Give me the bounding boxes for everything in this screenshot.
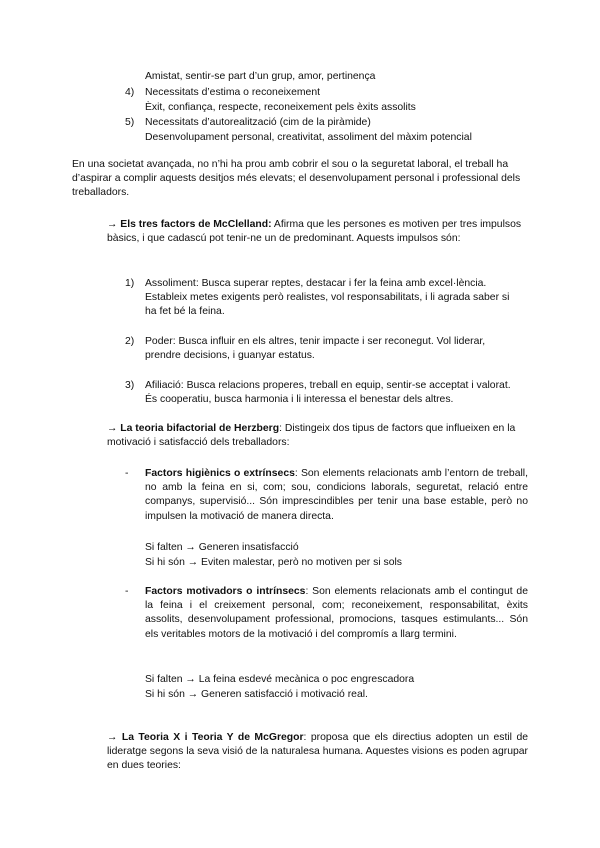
herzberg-title: La teoria bifactorial de Herzberg — [120, 423, 280, 434]
motivators-if-present: Si hi són → Generen satisfacció i motivació real. — [145, 689, 368, 700]
motivators-text: : Son elements relacionats amb el contingut de la feina i el creixement personal, com; reconeixement, responsabilitat, èxits assolits, desenvolupament professional, promocions, tasques estimulants... Són els veritables motors de la motivació i del compromís a llarg termini. — [145, 586, 528, 640]
mcgregor-paragraph — [107, 731, 528, 774]
list-item-4-number: 4) — [125, 87, 135, 98]
hygiene-title: Factors higiènics o extrínsecs — [145, 468, 295, 479]
mcgregor-title: La Teoria X i Teoria Y de McGregor — [121, 732, 304, 743]
list-item-3-detail: Amistat, sentir-se part d’un grup, amor, pertinença — [145, 71, 376, 82]
mcclelland-paragraph — [107, 218, 527, 246]
arrow-icon: → — [107, 219, 118, 230]
list-item-4-detail: Èxit, confiança, respecte, reconeixement pels èxits assolits — [145, 102, 416, 113]
hygiene-factors-paragraph — [145, 467, 528, 524]
intro-paragraph: En una societat avançada, no n’hi ha prou amb cobrir el sou o la seguretat laboral, el treball ha d’aspirar a complir aquests desitjos més elevats; el desenvolupament personal i professional dels treballadors. — [72, 159, 521, 199]
mcclelland-item-3-text: Afiliació: Busca relacions properes, treball en equip, sentir-se acceptat i valorat. És cooperatiu, busca harmonia i li interessa el benestar dels altres. — [145, 380, 511, 406]
motivators-title: Factors motivadors o intrínsecs — [145, 586, 306, 597]
bullet-dash: - — [125, 586, 129, 597]
mcclelland-text: Afirma que les persones es motiven per tres impulsos bàsics, i que cadascú pot tenir-ne un de predominant. Aquests impulsos són: — [107, 219, 522, 245]
arrow-icon: → — [107, 423, 118, 434]
mcclelland-item-1-number: 1) — [125, 278, 135, 289]
bullet-dash: - — [125, 468, 129, 479]
mcclelland-item-1-text: Assoliment: Busca superar reptes, destacar i fer la feina amb excel·lència. Estableix metes exigents però realistes, vol responsabilitats, i li agrada saber si ha fet bé la feina. — [145, 278, 510, 318]
motivators-if-missing: Si falten → La feina esdevé mecànica o poc engrescadora — [145, 674, 415, 685]
list-item-4-title: Necessitats d’estima o reconeixement — [145, 87, 320, 98]
arrow-icon: → — [107, 732, 118, 743]
hygiene-if-present: Si hi són → Eviten malestar, però no motiven per si sols — [145, 557, 402, 568]
hygiene-text: : Son elements relacionats amb l’entorn de treball, no amb la feina en si, com; sou, condicions laborals, seguretat, relació entre companys, supervisió... Són imprescindibles per tenir una base estable, però no impulsen la motivació de manera directa. — [145, 468, 528, 522]
list-item-5-title: Necessitats d’autorealització (cim de la piràmide) — [145, 117, 371, 128]
list-item-5-detail: Desenvolupament personal, creativitat, assoliment del màxim potencial — [145, 132, 472, 143]
mcgregor-text: : proposa que els directius adopten un estil de lideratge segons la seva visió de la naturalesa humana. Aquestes visions es poden agrupar en dues teories: — [107, 732, 529, 772]
herzberg-text: : Distingeix dos tipus de factors que influeixen en la motivació i satisfacció dels treballadors: — [107, 423, 516, 449]
motivator-factors-paragraph — [145, 585, 528, 642]
list-item-5-number: 5) — [125, 117, 135, 128]
mcclelland-item-2-number: 2) — [125, 336, 135, 347]
mcclelland-title: Els tres factors de McClelland: — [120, 219, 272, 230]
hygiene-if-missing: Si falten → Generen insatisfacció — [145, 542, 299, 553]
mcclelland-item-3-number: 3) — [125, 380, 135, 391]
mcclelland-item-2-text: Poder: Busca influir en els altres, tenir impacte i ser reconegut. Vol liderar, prendre decisions, i guanyar estatus. — [145, 336, 486, 362]
herzberg-paragraph — [107, 422, 527, 450]
